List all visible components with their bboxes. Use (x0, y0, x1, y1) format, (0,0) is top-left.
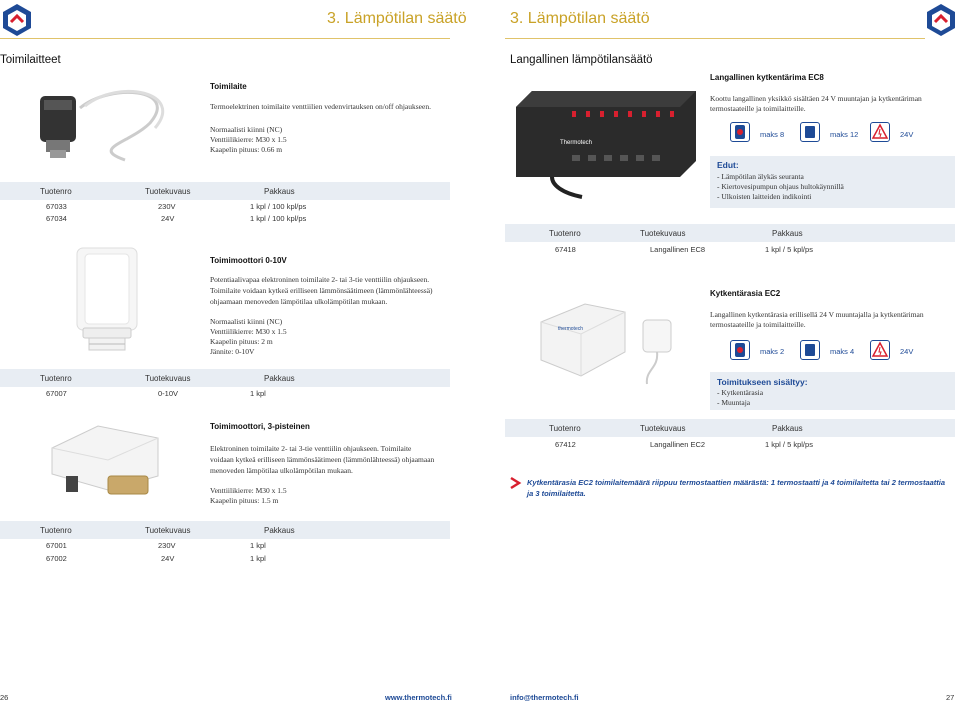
cell-pack: 1 kpl / 5 kpl/ps (765, 440, 813, 449)
benefit-item: - Kiertovesipumpun ohjaus hultokäynnillä (717, 182, 844, 191)
actuator-icon (800, 340, 820, 360)
section-title-right: Langallinen lämpötilansäätö (510, 54, 653, 66)
cell-pack: 1 kpl (250, 541, 266, 550)
col-pack: Pakkaus (772, 424, 803, 433)
cell-desc: 24V (161, 214, 175, 223)
cell-desc: 0-10V (158, 389, 179, 398)
col-code: Tuotenro (40, 187, 72, 196)
chapter-title-right: 3. Lämpötilan säätö (510, 10, 650, 27)
product-desc: termostaateille ja toimilaitteille. (710, 104, 806, 113)
page-number-right: 27 (946, 693, 955, 702)
cell-code: 67007 (46, 389, 67, 398)
cell-desc: 230V (158, 202, 176, 211)
voltage-warning-icon (870, 340, 890, 360)
ec2-note: ja 3 toimilaitetta. (527, 489, 586, 498)
col-pack: Pakkaus (264, 374, 295, 383)
cell-pack: 1 kpl (250, 389, 266, 398)
col-desc: Tuotekuvaus (640, 424, 686, 433)
delivery-item: - Kytkentärasia (717, 388, 764, 397)
header-line-right (505, 38, 925, 39)
thermotech-logo-right (924, 2, 958, 36)
note-arrow-icon (508, 476, 522, 495)
website-link[interactable]: www.thermotech.fi (385, 693, 452, 702)
product-spec: Venttiilikierre: M30 x 1.5 (210, 486, 287, 495)
benefit-item: - Ulkoisten laitteiden indikointi (717, 192, 812, 201)
cell-code: 67033 (46, 202, 67, 211)
section-title-left: Toimilaitteet (0, 54, 61, 66)
delivery-title: Toimitukseen sisältyy: (717, 377, 808, 387)
product-desc: termostaateille ja toimilaitteille. (710, 320, 806, 329)
col-desc: Tuotekuvaus (145, 526, 191, 535)
chapter-title-left: 3. Lämpötilan säätö (327, 10, 467, 27)
product-desc: Langallinen kytkentärasia erillisellä 24 V muuntajalla ja kytkentäriman (710, 310, 924, 319)
delivery-item: - Muuntaja (717, 398, 751, 407)
cell-code: 67002 (46, 554, 67, 563)
cell-desc: 24V (161, 554, 175, 563)
cell-pack: 1 kpl (250, 554, 266, 563)
cell-desc: Langallinen EC2 (650, 440, 706, 449)
product-desc: ohjaamaan menoveden lämpötilaa ulkolämpötilan mukaan. (210, 297, 388, 306)
icon-label: 24V (900, 347, 914, 356)
icon-label: 24V (900, 130, 914, 139)
cell-desc: 230V (158, 541, 176, 550)
product-desc: Potentiaalivapaa elektroninen toimilaite 2- tai 3-tie venttiilin ohjaukseen. (210, 275, 430, 284)
product-desc: voidaan kytkeä erilliseen lämmönsäätimeen (lämmönlähteessä) ohjaamaan (210, 455, 435, 464)
thermostat-icon (730, 122, 750, 142)
email-link[interactable]: info@thermotech.fi (510, 693, 579, 702)
product-desc: Koottu langallinen yksikkö sisältäen 24 V muuntajan ja kytkentäriman (710, 94, 922, 103)
cell-code: 67001 (46, 541, 67, 550)
col-desc: Tuotekuvaus (145, 187, 191, 196)
icon-label: maks 2 (760, 347, 785, 356)
product-spec: Jännite: 0-10V (210, 347, 255, 356)
actuator-image (30, 78, 190, 168)
icon-label: maks 4 (830, 347, 855, 356)
cell-pack: 1 kpl / 100 kpl/ps (250, 202, 307, 211)
col-desc: Tuotekuvaus (640, 229, 686, 238)
icon-label: maks 8 (760, 130, 785, 139)
table-header (0, 182, 450, 200)
cell-code: 67418 (555, 245, 576, 254)
product-title-ec2: Kytkentärasia EC2 (710, 289, 781, 298)
ec2-image (535, 298, 705, 388)
benefit-item: - Lämpötilan älykäs seuranta (717, 172, 804, 181)
cell-pack: 1 kpl / 5 kpl/ps (765, 245, 813, 254)
table-header (505, 224, 955, 242)
product-desc: menoveden lämpötilaa ulkolämpötilan mukaan. (210, 466, 353, 475)
cell-desc: Langallinen EC8 (650, 245, 706, 254)
table-header (0, 521, 450, 539)
product-spec: Venttiilikierre: M30 x 1.5 (210, 327, 287, 336)
ec8-image (512, 85, 700, 200)
product-title-motor-0-10v: Toimimoottori 0-10V (210, 256, 287, 265)
product-title-ec8: Langallinen kytkentärima EC8 (710, 73, 824, 82)
col-code: Tuotenro (549, 424, 581, 433)
benefits-title: Edut: (717, 160, 739, 170)
product-title-motor-3-point: Toimimoottori, 3-pisteinen (210, 422, 310, 431)
motor-3-point-image (38, 418, 178, 503)
col-pack: Pakkaus (264, 526, 295, 535)
thermotech-logo-left (0, 2, 34, 36)
product-desc: Toimilaite voidaan kytkeä erilliseen lämmönsäätimeen (lämmönlähteessä) (210, 286, 433, 295)
cell-code: 67034 (46, 214, 67, 223)
col-code: Tuotenro (549, 229, 581, 238)
col-pack: Pakkaus (772, 229, 803, 238)
table-header (0, 369, 450, 387)
product-spec: Kaapelin pituus: 2 m (210, 337, 273, 346)
page-number-left: 26 (0, 693, 9, 702)
col-pack: Pakkaus (264, 187, 295, 196)
icon-label: maks 12 (830, 130, 859, 139)
product-spec: Venttiilikierre: M30 x 1.5 (210, 135, 287, 144)
table-header (505, 419, 955, 437)
col-code: Tuotenro (40, 526, 72, 535)
product-spec: Kaapelin pituus: 1.5 m (210, 496, 279, 505)
ec2-device-brand: thermotech (558, 326, 584, 332)
col-code: Tuotenro (40, 374, 72, 383)
product-spec: Normaalisti kiinni (NC) (210, 125, 283, 134)
ec8-device-brand: Thermotech (560, 140, 593, 146)
product-spec: Kaapelin pituus: 0.66 m (210, 145, 283, 154)
cell-pack: 1 kpl / 100 kpl/ps (250, 214, 307, 223)
motor-0-10v-image (55, 240, 165, 360)
product-desc-actuator: Termoelektrinen toimilaite venttiilien vedenvirtauksen on/off ohjaukseen. (210, 102, 431, 111)
col-desc: Tuotekuvaus (145, 374, 191, 383)
cell-code: 67412 (555, 440, 576, 449)
product-title-actuator: Toimilaite (210, 82, 247, 91)
header-line-left (0, 38, 450, 39)
voltage-warning-icon (870, 122, 890, 142)
product-desc: Elektroninen toimilaite 2- tai 3-tie venttiilin ohjaukseen. Toimilaite (210, 444, 412, 453)
actuator-icon (800, 122, 820, 142)
thermostat-icon (730, 340, 750, 360)
ec2-note: Kytkentärasia EC2 toimilaitemäärä riippuu termostaattien määrästä: 1 termostaatti ja 4 toimilaitetta tai 2 termostaattia (527, 478, 946, 487)
product-spec: Normaalisti kiinni (NC) (210, 317, 283, 326)
